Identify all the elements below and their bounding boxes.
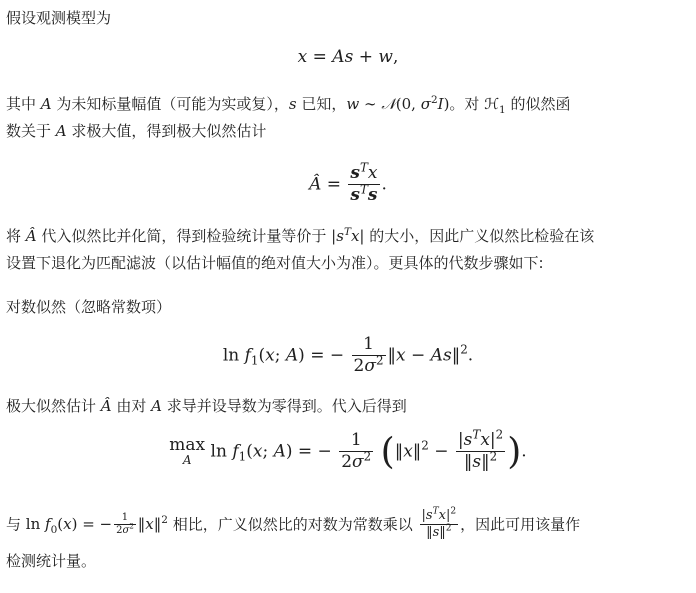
paragraph-model-description-cont: 数关于 A 求极大值，得到极大似然估计	[6, 122, 267, 140]
paragraph-glrt: 将 Â 代入似然比并化简，得到检验统计量等价于 $|s^Tx|$ 的大小，因此广义似然比检验在该	[6, 226, 595, 245]
paragraph-comparison: 与 $\ln f_0(x)$ = − $\frac{1}{2\sigma^2}$ ‖x‖$^2$ 相比，广义似然比的对数为常数乘以 $\frac{|s^Tx|^2}{‖s‖^2}$ ，因此可用该量作	[6, 506, 581, 541]
intro-text-content: 假设观测模型为	[6, 9, 112, 27]
paragraph-model-description: 其中 A 为未知标量幅值（可能为实或复），s 已知，w ∼ 𝒩(0, $\sigma^2I$)。对 ℋ$_1$ 的似然函	[6, 94, 571, 116]
equation-log-likelihood: $\ln f_1(x$; A) = − $\frac{1}{2\sigma^2}$ ‖x − As‖$^2$.	[222, 334, 474, 377]
paragraph-derivative: 极大似然估计 Â 由对 A 求导并设导数为零得到。代入后得到	[6, 397, 407, 415]
paragraph-glrt-cont: 设置下退化为匹配滤波（以估计幅值的绝对值大小为准）。更具体的代数步骤如下:	[6, 254, 544, 272]
equation-max-log-likelihood: max A $\ln f_1(x$; A) = − $\frac{1}{2\sigma^2}$ (‖x‖$^2$ − $\frac{|s^Tx|^2}{‖s‖^2}$ ).	[169, 427, 527, 473]
equation-ml-estimate: Â = $\frac{s^Tx}{s^Ts}$ .	[309, 160, 387, 206]
equation-observation-model: x = As + w,	[297, 47, 399, 67]
equation-comma: ,	[392, 47, 399, 67]
paragraph-log-likelihood: 对数似然（忽略常数项）	[6, 298, 172, 316]
paragraph-comparison-cont: 检测统计量。	[6, 552, 97, 570]
intro-text	[6, 5, 111, 32]
